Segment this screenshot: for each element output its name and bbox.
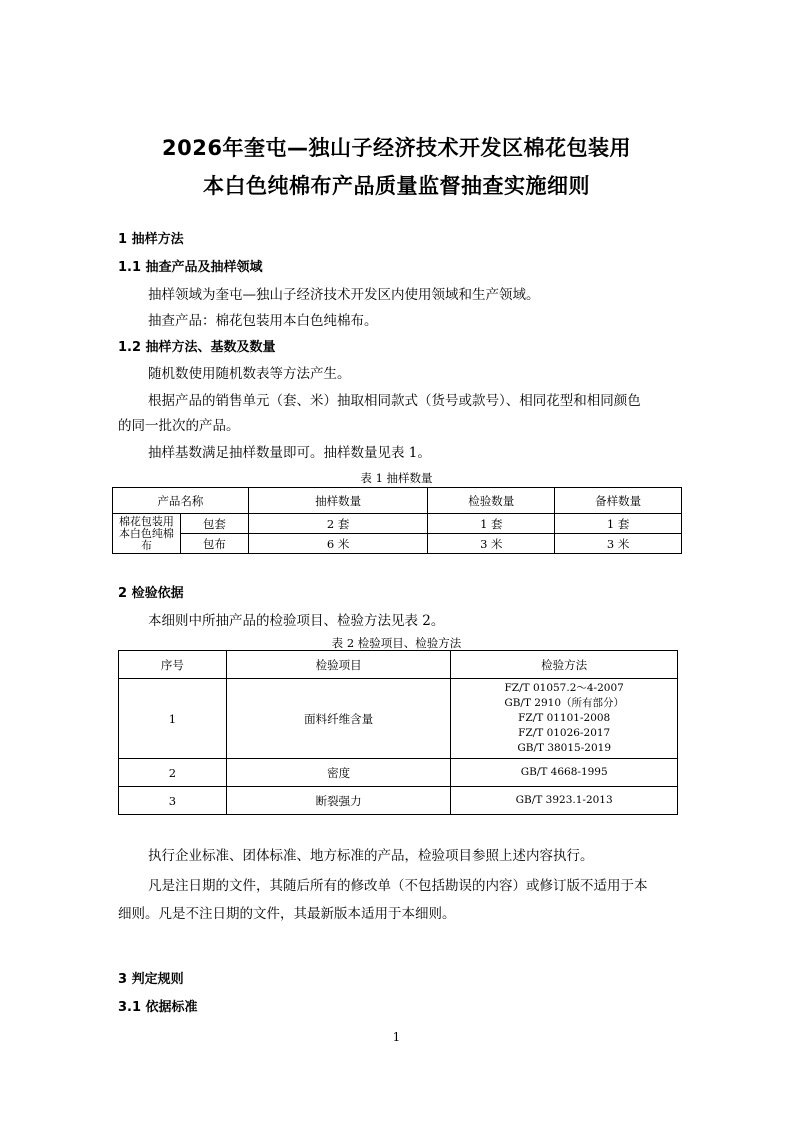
paragraph-sales-unit-line-1: 根据产品的销售单元（套、米）抽取相同款式（货号或款号）、相同花型和相同颜色 xyxy=(148,393,641,409)
method-line: FZ/T 01101-2008 xyxy=(518,712,611,724)
paragraph-sampling-domain: 抽样领域为奎屯—独山子经济技术开发区内使用领域和生产领域。 xyxy=(148,287,540,303)
section-1-heading: 1 抽样方法 xyxy=(118,232,184,247)
cell-sample: 2 套 xyxy=(248,514,428,534)
document-title-line-1: 2026年奎屯—独山子经济技术开发区棉花包装用 xyxy=(162,136,631,160)
method-line: GB/T 4668-1995 xyxy=(520,766,608,778)
document-title-line-2: 本白色纯棉布产品质量监督抽查实施细则 xyxy=(203,174,590,198)
paragraph-other-standards: 执行企业标准、团体标准、地方标准的产品，检验项目参照上述内容执行。 xyxy=(148,848,594,864)
method-line: FZ/T 01057.2～4-2007 xyxy=(504,682,624,694)
section-3-1-heading: 3.1 依据标准 xyxy=(118,1000,198,1015)
header-test-quantity: 检验数量 xyxy=(428,488,555,514)
header-sample-quantity: 抽样数量 xyxy=(248,488,428,514)
paragraph-product: 抽查产品：棉花包装用本白色纯棉布。 xyxy=(148,313,378,329)
paragraph-sales-unit-line-2: 的同一批次的产品。 xyxy=(118,418,240,434)
header-test-item: 检验项目 xyxy=(226,651,451,679)
method-line: FZ/T 01026-2017 xyxy=(518,727,611,739)
table-2-header-row xyxy=(119,651,678,679)
paragraph-random: 随机数使用随机数表等方法产生。 xyxy=(148,366,351,382)
page-number: 1 xyxy=(392,1030,401,1044)
cell-number: 3 xyxy=(119,787,227,815)
table-row xyxy=(119,759,678,787)
cell-test: 3 米 xyxy=(428,534,555,554)
method-line: GB/T 2910（所有部分） xyxy=(504,697,625,709)
cell-product: 棉花包装用本白色纯棉布 xyxy=(113,514,181,554)
cell-test-method xyxy=(451,679,678,759)
test-items-table xyxy=(118,650,678,815)
cell-number: 1 xyxy=(119,679,227,759)
sampling-quantity-table xyxy=(112,487,682,554)
cell-test-item: 断裂强力 xyxy=(226,787,451,815)
section-1-2-heading: 1.2 抽样方法、基数及数量 xyxy=(118,340,276,355)
header-reserve-quantity: 备样数量 xyxy=(555,488,682,514)
cell-test-method xyxy=(451,759,678,787)
cell-test-item: 面料纤维含量 xyxy=(226,679,451,759)
cell-reserve: 3 米 xyxy=(555,534,682,554)
paragraph-dated-docs-line-1: 凡是注日期的文件，其随后所有的修改单（不包括勘误的内容）或修订版不适用于本 xyxy=(148,878,648,894)
table-row xyxy=(113,514,682,534)
table-row xyxy=(119,787,678,815)
cell-test-method xyxy=(451,787,678,815)
table-1-caption: 表 1 抽样数量 xyxy=(360,471,433,485)
header-test-method: 检验方法 xyxy=(451,651,678,679)
paragraph-sample-base: 抽样基数满足抽样数量即可。抽样数量见表 1。 xyxy=(148,445,431,461)
section-2-heading: 2 检验依据 xyxy=(118,586,184,601)
paragraph-test-basis: 本细则中所抽产品的检验项目、检验方法见表 2。 xyxy=(148,613,445,629)
table-row xyxy=(113,534,682,554)
header-product-name: 产品名称 xyxy=(113,488,249,514)
section-3-heading: 3 判定规则 xyxy=(118,972,184,987)
cell-type: 包布 xyxy=(180,534,248,554)
cell-test: 1 套 xyxy=(428,514,555,534)
cell-reserve: 1 套 xyxy=(555,514,682,534)
paragraph-dated-docs-line-2: 细则。凡是不注日期的文件，其最新版本适用于本细则。 xyxy=(118,906,456,922)
cell-type: 包套 xyxy=(180,514,248,534)
cell-number: 2 xyxy=(119,759,227,787)
table-1-header-row xyxy=(113,488,682,514)
header-number: 序号 xyxy=(119,651,227,679)
section-1-1-heading: 1.1 抽查产品及抽样领域 xyxy=(118,260,263,275)
cell-test-item: 密度 xyxy=(226,759,451,787)
cell-sample: 6 米 xyxy=(248,534,428,554)
method-line: GB/T 3923.1-2013 xyxy=(515,794,613,806)
table-2-caption: 表 2 检验项目、检验方法 xyxy=(331,636,462,650)
method-line: GB/T 38015-2019 xyxy=(517,742,611,754)
table-row xyxy=(119,679,678,759)
